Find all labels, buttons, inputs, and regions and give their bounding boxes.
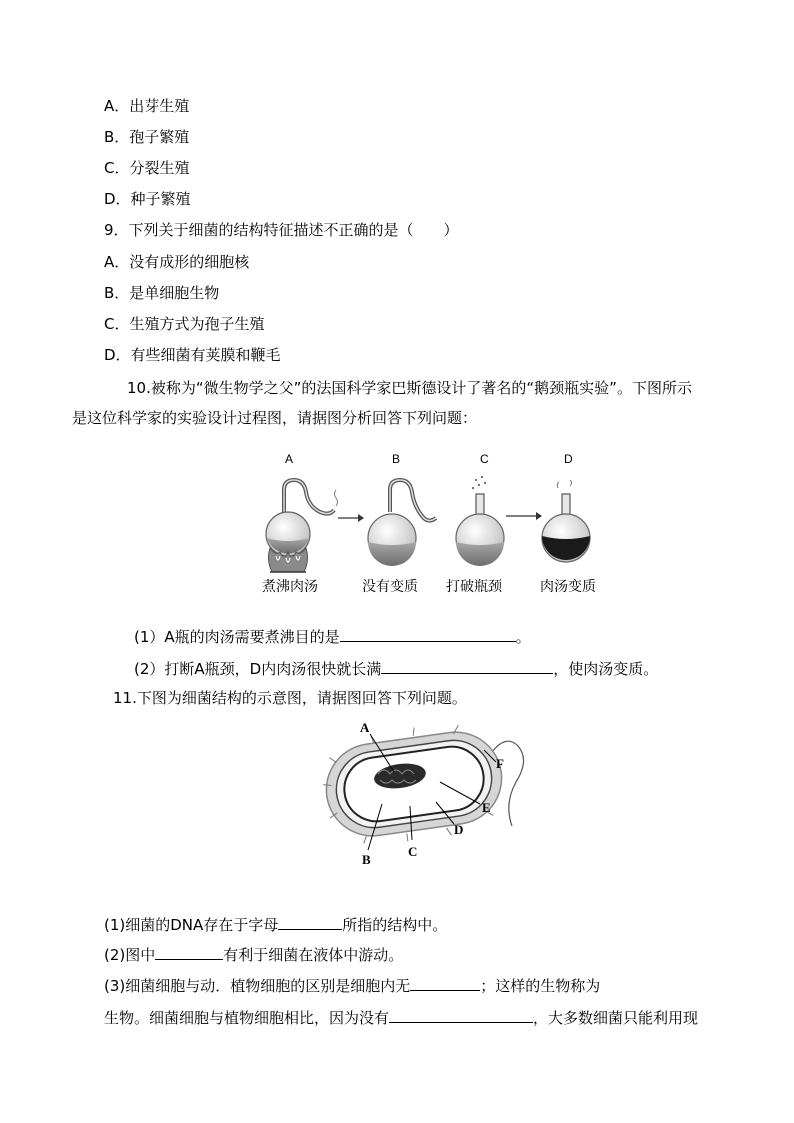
- flask-label-c: C: [480, 452, 489, 466]
- q11-sub2: (2)图中 有利于细菌在液体中游动。: [104, 943, 403, 965]
- label-a: A: [360, 720, 370, 735]
- q9-option-d: D．有些细菌有荚膜和鞭毛: [104, 346, 281, 364]
- label-c: C: [408, 844, 418, 859]
- q10-stem-line1: 10.被称为“微生物学之父”的法国科学家巴斯德设计了著名的“鹅颈瓶实验”。下图所示: [127, 379, 692, 397]
- q11-stem: 11.下图为细菌结构的示意图，请据图回答下列问题。: [113, 689, 467, 707]
- q10-sub1: (1）A瓶的肉汤需要煮沸目的是 。: [134, 625, 531, 647]
- flask-caption-d: 肉汤变质: [540, 579, 596, 595]
- flask-label-a: A: [285, 452, 294, 466]
- q10-sub1-blank[interactable]: [340, 625, 516, 642]
- flask-caption-b: 没有变质: [362, 579, 418, 595]
- q11-sub3-line1: (3)细菌细胞与动．植物细胞的区别是细胞内无 ；这样的生物称为: [104, 974, 600, 996]
- q11-sub1: (1)细菌的DNA存在于字母 所指的结构中。: [104, 913, 447, 935]
- q10-sub2: (2）打断A瓶颈，D内肉汤很快就长满 ，使肉汤变质。: [134, 657, 658, 679]
- q11-sub2-blank[interactable]: [155, 943, 223, 960]
- q8-option-d: D．种子繁殖: [104, 190, 191, 208]
- flask-caption-a: 煮沸肉汤: [262, 579, 318, 595]
- flask-diagram: [240, 472, 620, 592]
- bacterium-diagram: [320, 712, 560, 872]
- q11-sub1-blank[interactable]: [278, 913, 342, 930]
- flask-c-broken-neck: [456, 476, 504, 566]
- q8-option-c: C．分裂生殖: [104, 159, 190, 177]
- flask-caption-c: 打破瓶颈: [446, 579, 502, 595]
- bacterium-figure: [320, 712, 560, 872]
- q8-option-a: A．出芽生殖: [104, 97, 190, 115]
- label-f: F: [496, 756, 504, 771]
- q10-sub2-blank[interactable]: [381, 657, 553, 674]
- q9-option-c: C．生殖方式为孢子生殖: [104, 315, 265, 333]
- q9-option-a: A．没有成形的细胞核: [104, 253, 250, 271]
- label-d: D: [454, 822, 464, 837]
- swan-neck-flask-figure: [240, 448, 620, 608]
- flask-d-spoiled: [542, 480, 590, 562]
- q10-stem-line2: 是这位科学家的实验设计过程图，请据图分析回答下列问题：: [72, 409, 478, 427]
- flask-label-b: B: [392, 452, 401, 466]
- q9-stem: 9．下列关于细菌的结构特征描述不正确的是（ ）: [104, 221, 459, 239]
- q8-option-b: B．孢子繁殖: [104, 128, 190, 146]
- flask-a-heated: [266, 480, 338, 572]
- flask-label-d: D: [564, 452, 573, 466]
- q11-sub3-blank1[interactable]: [410, 974, 480, 991]
- q9-option-b: B．是单细胞生物: [104, 284, 220, 302]
- q11-sub3-line2: 生物。细菌细胞与植物细胞相比，因为没有 ，大多数细菌只能利用现: [104, 1006, 698, 1028]
- flask-b-unspoiled: [368, 480, 436, 566]
- label-e: E: [482, 800, 491, 815]
- q11-sub3-blank2[interactable]: [389, 1006, 533, 1023]
- label-b: B: [362, 852, 371, 867]
